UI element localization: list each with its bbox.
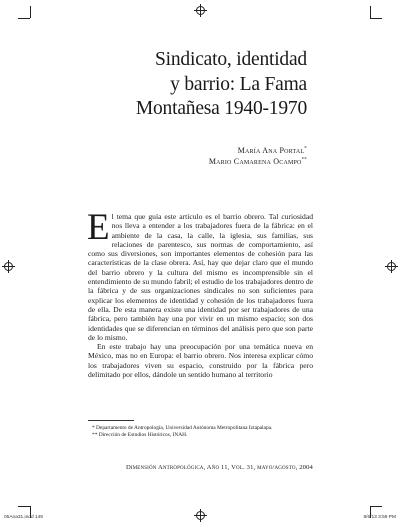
footnote: ** Dirección de Estudios Históricos, INAH. [92,432,188,438]
author-name: María Ana Portal [237,146,305,155]
footnote-rule [88,420,134,421]
file-slug-left: 05Ana31.indd 149 [4,515,43,520]
body-paragraph: En este trabajo hay una preocupación por una temática nueva en México, mas no en Europa: el barrio obrero. Nos interesa explicar cómo los trabajadores viven su espacio, construido por la fábrica pero delimitado por ellos, dándole un sentido humano al territorio [88,342,313,380]
drop-cap: E [87,207,110,248]
author-footnote-mark: * [304,146,307,152]
title-line: Sindicato, identidad [155,49,307,70]
paragraph-text: l tema que guía este artículo es el barrio obrero. Tal curiosidad nos lleva a entender a los trabajadores fuera de la fábrica: en el ambiente de la casa, la calle, la iglesia, sus familias, sus relaciones de parentesco, sus normas de comportamiento, así como sus diversiones, son importantes elementos de cohesión para las características de la clase obrera. Así, hay que dejar claro que el mundo del barrio obrero y la cultura del mismo es incomprensible sin el entendimiento de su mundo fabril; el estudio de los trabajadores dentro de la fábrica y de sus organizaciones sindicales no son suficientes para explicar los elementos de identidad y cohesión de los trabajadores fuera de ella. De esta manera existe una identidad por ser trabajadores de una fábrica, pero también hay una por vivir en un mismo espacio; son dos identidades que se diferencian en términos del análisis pero que son parte de lo mismo. [88,212,314,342]
title-line: Montañesa 1940-1970 [135,98,307,119]
author-block [209,145,307,167]
crop-mark-top-left [18,18,30,19]
file-slug-right: 8/6/13 3:59 PM [363,515,396,520]
crop-mark-bottom-left [18,506,30,507]
registration-mark-top [196,6,205,15]
crop-mark-bottom-right [370,506,382,507]
article-title [136,48,307,122]
title-line: y barrio: La Fama [170,73,307,95]
crop-mark-top-left-v [30,6,31,18]
registration-mark-left [4,262,13,271]
footnote: * Departamento de Antropología, Universidad Autónoma Metropolitana Iztapalapa. [92,425,273,431]
registration-mark-right [387,262,396,271]
author-line [209,156,307,167]
author-line [209,145,307,156]
crop-mark-top-right-v [370,6,371,18]
author-footnote-mark: ** [301,157,307,163]
registration-mark-bottom [196,511,205,520]
crop-mark-top-right [370,18,382,19]
journal-footer: Dimensión Antropológica, Año 11, Vol. 31, mayo/agosto, 2004 [125,464,313,471]
body-paragraph [87,207,314,342]
footnotes [92,425,312,439]
author-name: Mario Camarena Ocampo [208,157,302,166]
article-body [87,207,314,380]
